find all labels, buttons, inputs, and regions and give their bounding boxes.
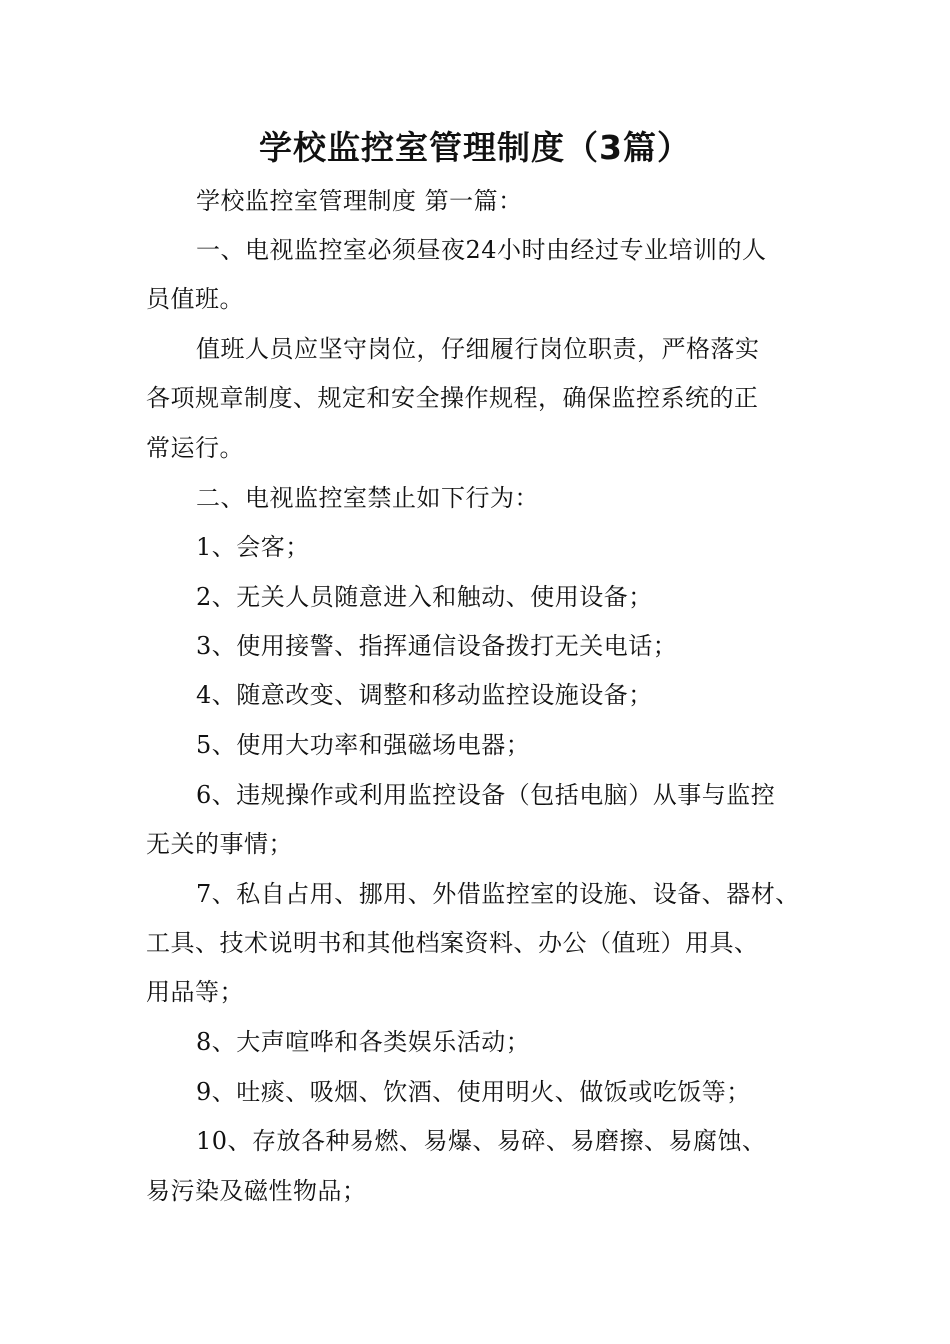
list-item: 7、私自占用、挪用、外借监控室的设施、设备、器材、: [196, 880, 800, 908]
list-item: 4、随意改变、调整和移动监控设施设备；: [196, 681, 653, 709]
paragraph-line: 一、电视监控室必须昼夜24小时由经过专业培训的人: [196, 236, 767, 264]
section-heading: 学校监控室管理制度 第一篇：: [196, 187, 523, 215]
list-item: 10、存放各种易燃、易爆、易碎、易磨擦、易腐蚀、: [196, 1127, 767, 1155]
list-item: 5、使用大功率和强磁场电器；: [196, 731, 531, 759]
list-item: 1、会客；: [196, 533, 310, 561]
list-item: 8、大声喧哗和各类娱乐活动；: [196, 1028, 531, 1056]
paragraph-line: 值班人员应坚守岗位，仔细履行岗位职责，严格落实: [196, 335, 760, 363]
list-item: 用品等；: [146, 978, 244, 1006]
list-item: 3、使用接警、指挥通信设备拨打无关电话；: [196, 632, 678, 660]
document-title: 学校监控室管理制度（3篇）: [259, 128, 691, 167]
list-item: 6、违规操作或利用监控设备（包括电脑）从事与监控: [196, 781, 776, 809]
list-item: 2、无关人员随意进入和触动、使用设备；: [196, 583, 653, 611]
paragraph-line: 常运行。: [146, 434, 244, 462]
list-item: 9、吐痰、吸烟、饮酒、使用明火、做饭或吃饭等；: [196, 1078, 751, 1106]
paragraph-line: 各项规章制度、规定和安全操作规程，确保监控系统的正: [146, 384, 759, 412]
list-item: 易污染及磁性物品；: [146, 1177, 367, 1205]
paragraph-line: 二、电视监控室禁止如下行为：: [196, 484, 539, 512]
list-item: 无关的事情；: [146, 830, 293, 858]
list-item: 工具、技术说明书和其他档案资料、办公（值班）用具、: [146, 929, 759, 957]
paragraph-line: 员值班。: [146, 285, 244, 313]
